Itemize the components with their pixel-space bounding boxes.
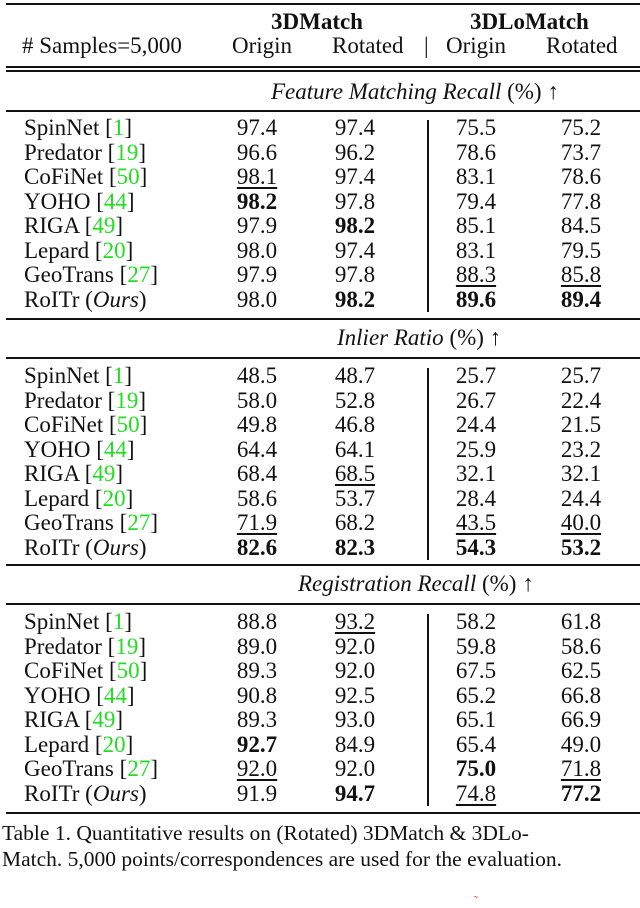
table-cell-value: 74.8: [455, 780, 497, 806]
table-cell-value: 25.7: [455, 363, 497, 388]
method-label: SpinNet: [24, 363, 100, 388]
method-name: Predator [19]: [24, 139, 147, 165]
table-cell-value: 97.4: [334, 164, 376, 189]
samples-label: # Samples=5,000: [22, 33, 182, 58]
table-cell-value: 75.5: [455, 115, 497, 140]
table-cell-value: 93.2: [334, 609, 376, 634]
table-cell-value: 58.2: [455, 609, 497, 634]
method-name: RIGA [49]: [24, 707, 124, 732]
table-cell-value: 89.4: [560, 286, 602, 312]
table-cell-value: 97.9: [236, 262, 278, 287]
method-label: Lepard: [24, 237, 90, 263]
citation-link[interactable]: 27: [127, 262, 151, 287]
citation-link[interactable]: 1: [112, 609, 125, 634]
citation-link[interactable]: 49: [92, 461, 116, 486]
method-name: Lepard [20]: [24, 731, 134, 757]
method-label: GeoTrans: [24, 262, 114, 287]
section-rule: [6, 357, 640, 359]
table-cell-value: 88.8: [236, 609, 278, 634]
citation-link[interactable]: 27: [127, 510, 151, 535]
citation-link[interactable]: 49: [92, 707, 116, 732]
table-cell-value: 52.8: [334, 387, 376, 413]
table-cell-value: 96.2: [334, 139, 376, 165]
method-label: CoFiNet: [24, 658, 104, 683]
citation-link[interactable]: 1: [112, 115, 125, 140]
method-name: Predator [19]: [24, 633, 147, 659]
table-cell-value: 77.8: [560, 188, 602, 214]
table-cell-value: 65.1: [455, 707, 497, 732]
method-label: GeoTrans: [24, 510, 114, 535]
table-cell-value: 98.0: [236, 237, 278, 263]
table-cell-value: 66.8: [560, 682, 602, 708]
table-cell-value: 25.7: [560, 363, 602, 388]
method-name: RoITr (Ours): [24, 780, 147, 806]
ours-label: Ours: [92, 780, 139, 806]
table-cell-value: 48.7: [334, 363, 376, 388]
table-cell-value: 75.2: [560, 115, 602, 140]
table-cell-value: 77.2: [560, 780, 602, 806]
method-label: YOHO: [24, 436, 91, 462]
method-label: Lepard: [24, 731, 90, 757]
method-label: SpinNet: [24, 609, 100, 634]
citation-link[interactable]: 27: [127, 756, 151, 781]
section-title-text: Registration Recall: [298, 571, 477, 596]
table-cell-value: 97.4: [334, 115, 376, 140]
table-cell-value: 58.6: [560, 633, 602, 659]
col-header-separator: |: [424, 33, 429, 58]
method-name: RoITr (Ours): [24, 534, 147, 560]
method-label: RoITr: [24, 286, 80, 312]
table-cell-value: 78.6: [560, 164, 602, 189]
table-cell-value: 49.0: [560, 731, 602, 757]
table-cell-value: 98.2: [334, 286, 376, 312]
method-name: RIGA [49]: [24, 461, 124, 486]
table-cell-value: 79.4: [455, 188, 497, 214]
table-cell-value: 23.2: [560, 436, 602, 462]
header-double-rule-bottom: [6, 70, 640, 72]
table-cell-value: 24.4: [455, 412, 497, 437]
table-cell-value: 82.3: [334, 534, 376, 560]
section-unit: (%) ↑: [507, 79, 559, 104]
table-cell-value: 49.8: [236, 412, 278, 437]
col-header-3dmatch-origin: Origin: [232, 33, 293, 58]
section-unit: (%) ↑: [449, 325, 502, 350]
method-name: YOHO [44]: [24, 682, 135, 708]
table-cell-value: 61.8: [560, 609, 602, 634]
method-name: Predator [19]: [24, 387, 147, 413]
table-cell-value: 25.9: [455, 436, 497, 462]
table-cell-value: 22.4: [560, 387, 602, 413]
col-header-3dmatch-rotated: Rotated: [332, 33, 404, 58]
citation-link[interactable]: 50: [116, 164, 140, 189]
citation-link[interactable]: 1: [112, 363, 125, 388]
method-label: YOHO: [24, 188, 91, 214]
method-label: RIGA: [24, 213, 79, 238]
table-cell-value: 92.0: [236, 756, 278, 781]
table-caption: [2, 820, 638, 872]
table-cell-value: 32.1: [455, 461, 497, 486]
citation-link[interactable]: 20: [102, 485, 126, 511]
table-cell-value: 92.0: [334, 756, 376, 781]
table-cell-value: 67.5: [455, 658, 497, 683]
table-cell-value: 85.8: [560, 262, 602, 287]
table-cell-value: 96.6: [236, 139, 278, 165]
section-title-text: Inlier Ratio: [337, 325, 444, 350]
table-cell-value: 75.0: [455, 756, 497, 781]
citation-link[interactable]: 44: [103, 682, 127, 708]
table-cell-value: 85.1: [455, 213, 497, 238]
method-name: Lepard [20]: [24, 237, 134, 263]
method-name: YOHO [44]: [24, 436, 135, 462]
method-label: RIGA: [24, 707, 79, 732]
table-cell-value: 89.6: [455, 286, 497, 312]
method-name: GeoTrans [27]: [24, 756, 158, 781]
method-label: Lepard: [24, 485, 90, 511]
method-name: SpinNet [1]: [24, 609, 132, 634]
method-label: SpinNet: [24, 115, 100, 140]
table-cell-value: 48.5: [236, 363, 278, 388]
method-name: GeoTrans [27]: [24, 510, 158, 535]
method-label: CoFiNet: [24, 164, 104, 189]
table-cell-value: 53.7: [334, 485, 376, 511]
method-label: Predator: [24, 139, 102, 165]
citation-link[interactable]: 49: [92, 213, 116, 238]
decorative-mark: ˜: [474, 893, 478, 907]
table-cell-value: 68.4: [236, 461, 278, 486]
table-cell-value: 78.6: [455, 139, 497, 165]
method-label: RoITr: [24, 534, 80, 560]
table-cell-value: 88.3: [455, 262, 497, 287]
table-cell-value: 21.5: [560, 412, 602, 437]
table-cell-value: 89.0: [236, 633, 278, 659]
table-cell-value: 54.3: [455, 534, 497, 560]
section-title-feature-matching-recall: [271, 80, 559, 104]
table-cell-value: 84.5: [560, 213, 602, 238]
method-name: YOHO [44]: [24, 188, 135, 214]
section-unit: (%) ↑: [481, 571, 534, 596]
method-label: RoITr: [24, 780, 80, 806]
citation-link[interactable]: 44: [103, 188, 127, 214]
table-cell-value: 92.7: [236, 731, 278, 757]
table-cell-value: 97.4: [334, 237, 376, 263]
method-name: RoITr (Ours): [24, 286, 147, 312]
table-cell-value: 65.4: [455, 731, 497, 757]
table-cell-value: 58.6: [236, 485, 278, 511]
table-cell-value: 83.1: [455, 164, 497, 189]
caption-line-2: Match. 5,000 points/correspondences are used for the evaluation.: [2, 847, 563, 871]
group-header-3dmatch: 3DMatch: [271, 9, 363, 34]
method-label: Predator: [24, 633, 102, 659]
citation-link[interactable]: 20: [102, 731, 126, 757]
ours-label: Ours: [92, 286, 139, 312]
col-header-3dlomatch-origin: Origin: [446, 33, 507, 58]
table-cell-value: 89.3: [236, 707, 278, 732]
method-name: GeoTrans [27]: [24, 262, 158, 287]
method-label: GeoTrans: [24, 756, 114, 781]
citation-link[interactable]: 19: [115, 387, 139, 413]
section-title-inlier-ratio: [337, 326, 501, 350]
table-cell-value: 97.8: [334, 262, 376, 287]
method-name: CoFiNet [50]: [24, 164, 148, 189]
table-cell-value: 90.8: [236, 682, 278, 708]
table-cell-value: 92.0: [334, 658, 376, 683]
table-cell-value: 92.5: [334, 682, 376, 708]
table-cell-value: 64.4: [236, 436, 278, 462]
table-cell-value: 98.1: [236, 164, 278, 189]
caption-line-1: Table 1. Quantitative results on (Rotated) 3DMatch & 3DLo-: [2, 821, 529, 845]
method-label: YOHO: [24, 682, 91, 708]
section-title-text: Feature Matching Recall: [271, 79, 502, 104]
ours-label: Ours: [92, 534, 139, 560]
table-cell-value: 64.1: [334, 436, 376, 462]
method-label: CoFiNet: [24, 412, 104, 437]
table-cell-value: 24.4: [560, 485, 602, 511]
table-top-rule: [6, 3, 640, 5]
citation-link[interactable]: 50: [116, 658, 140, 683]
citation-link[interactable]: 50: [116, 412, 140, 437]
method-label: RIGA: [24, 461, 79, 486]
table-cell-value: 71.9: [236, 510, 278, 535]
method-name: RIGA [49]: [24, 213, 124, 238]
table-cell-value: 98.2: [236, 188, 278, 214]
column-separator: [427, 368, 429, 560]
table-cell-value: 79.5: [560, 237, 602, 263]
table-cell-value: 98.2: [334, 213, 376, 238]
table-cell-value: 89.3: [236, 658, 278, 683]
method-name: SpinNet [1]: [24, 115, 132, 140]
table-cell-value: 82.6: [236, 534, 278, 560]
section-title-registration-recall: [298, 572, 534, 596]
method-name: CoFiNet [50]: [24, 412, 148, 437]
table-cell-value: 68.2: [334, 510, 376, 535]
citation-link[interactable]: 19: [115, 633, 139, 659]
table-cell-value: 46.8: [334, 412, 376, 437]
table-cell-value: 94.7: [334, 780, 376, 806]
table-cell-value: 43.5: [455, 510, 497, 535]
table-cell-value: 84.9: [334, 731, 376, 757]
column-separator: [427, 614, 429, 806]
table-cell-value: 97.4: [236, 115, 278, 140]
table-cell-value: 28.4: [455, 485, 497, 511]
citation-link[interactable]: 44: [103, 436, 127, 462]
group-header-3dlomatch: 3DLoMatch: [470, 9, 589, 34]
table-cell-value: 71.8: [560, 756, 602, 781]
table-cell-value: 65.2: [455, 682, 497, 708]
table-cell-value: 59.8: [455, 633, 497, 659]
citation-link[interactable]: 20: [102, 237, 126, 263]
table-cell-value: 97.9: [236, 213, 278, 238]
table-cell-value: 68.5: [334, 461, 376, 486]
method-name: CoFiNet [50]: [24, 658, 148, 683]
table-cell-value: 40.0: [560, 510, 602, 535]
col-header-3dlomatch-rotated: Rotated: [546, 33, 618, 58]
table-cell-value: 73.7: [560, 139, 602, 165]
method-name: SpinNet [1]: [24, 363, 132, 388]
table-cell-value: 32.1: [560, 461, 602, 486]
table-cell-value: 92.0: [334, 633, 376, 659]
table-cell-value: 62.5: [560, 658, 602, 683]
table-cell-value: 26.7: [455, 387, 497, 413]
table-cell-value: 98.0: [236, 286, 278, 312]
header-double-rule-top: [6, 66, 640, 68]
section-rule: [6, 564, 640, 566]
table-cell-value: 97.8: [334, 188, 376, 214]
table-cell-value: 83.1: [455, 237, 497, 263]
citation-link[interactable]: 19: [115, 139, 139, 165]
table-bottom-rule: [6, 812, 640, 814]
table-cell-value: 93.0: [334, 707, 376, 732]
table-cell-value: 53.2: [560, 534, 602, 560]
section-rule: [6, 110, 640, 112]
section-rule: [6, 603, 640, 605]
table-cell-value: 66.9: [560, 707, 602, 732]
method-name: Lepard [20]: [24, 485, 134, 511]
column-separator: [427, 120, 429, 312]
section-rule: [6, 318, 640, 320]
method-label: Predator: [24, 387, 102, 413]
table-cell-value: 91.9: [236, 780, 278, 806]
table-cell-value: 58.0: [236, 387, 278, 413]
